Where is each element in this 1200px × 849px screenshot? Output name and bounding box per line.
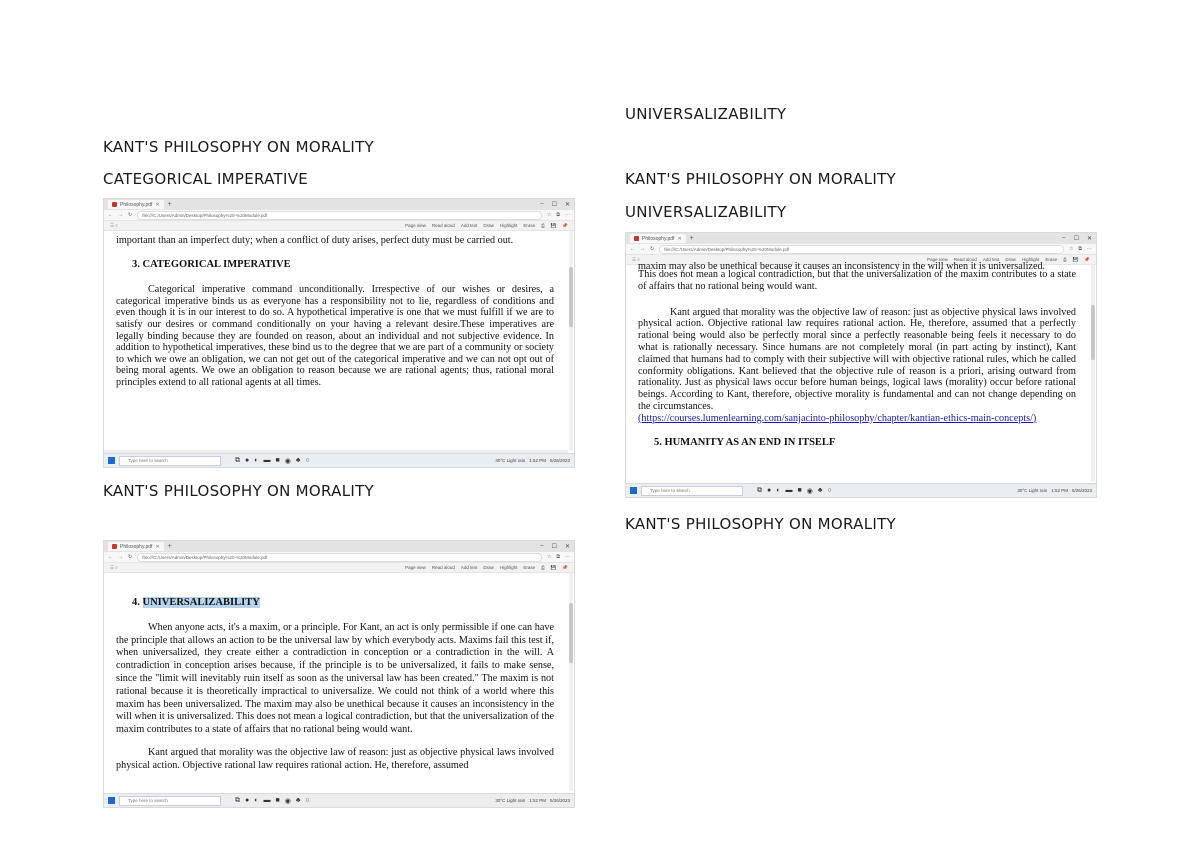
windows-start-icon[interactable] — [108, 457, 115, 464]
menu-icon[interactable]: ⋯ — [565, 554, 570, 560]
close-window-icon[interactable]: ✕ — [564, 202, 570, 208]
opera-icon[interactable]: ○ — [305, 796, 310, 804]
clock-time: 1:52 PM — [529, 458, 546, 463]
prev-text-line: important than an imperfect duty; when a conflict of duty arises, perfect duty must be carried out. — [116, 235, 514, 246]
app-icon[interactable]: ♣ — [295, 796, 301, 804]
vertical-scrollbar[interactable] — [1091, 265, 1095, 481]
heading-kant-4: KANT'S PHILOSOPHY ON MORALITY — [625, 515, 897, 533]
windows-start-icon[interactable] — [108, 797, 115, 804]
section-body-2: Kant argued that morality was the objective law of reason: just as objective physical laws involved physical action. Objective rational law requires rational action. He, therefore, assumed — [116, 746, 554, 771]
taskbar-search[interactable]: Type here to search — [119, 456, 221, 466]
pin-icon[interactable]: 📌 — [1084, 256, 1090, 262]
app-icon[interactable]: ♣ — [817, 486, 823, 494]
close-window-icon[interactable]: ✕ — [1086, 236, 1092, 242]
browser-icon[interactable]: ◉ — [806, 487, 813, 495]
pin-icon[interactable]: 📌 — [562, 564, 568, 570]
tab-title: Philosophy.pdf — [120, 201, 153, 208]
vertical-scrollbar[interactable] — [569, 573, 573, 791]
browser-tab-bar — [626, 233, 1096, 244]
continued-text: This does not mean a logical contradiction, but that the universalization of the maxim contributes to a state of affairs that no rational being would want. — [638, 269, 1076, 292]
taskbar — [626, 483, 1096, 497]
tab-title: Philosophy.pdf — [642, 235, 675, 242]
save-icon[interactable]: 💾 — [550, 564, 557, 570]
windows-start-icon[interactable] — [630, 487, 637, 494]
tool-add-text[interactable]: Add text — [982, 257, 1000, 262]
cut-off-line: maxim may also be unethical because it causes an inconsistency in the will when it is universalized. — [638, 261, 1046, 272]
minimize-icon[interactable]: – — [540, 201, 544, 207]
back-icon[interactable]: ← — [630, 246, 635, 252]
window-controls — [1062, 235, 1092, 242]
tool-highlight[interactable]: Highlight — [499, 565, 518, 570]
store-icon[interactable]: ■ — [275, 456, 280, 464]
forward-icon[interactable]: → — [640, 246, 645, 252]
window-controls — [540, 543, 570, 550]
folder-icon[interactable]: ▬ — [785, 486, 793, 494]
forward-icon[interactable]: → — [118, 212, 123, 218]
clock-date: 5/26/2023 — [549, 458, 570, 463]
taskbar-apps — [757, 487, 832, 495]
pdf-icon — [112, 202, 117, 207]
clock-date: 5/26/2023 — [1071, 488, 1092, 493]
system-tray — [495, 458, 570, 463]
close-window-icon[interactable]: ✕ — [564, 544, 570, 550]
clock-time: 1:52 PM — [1051, 488, 1068, 493]
print-icon[interactable]: ⎙ — [541, 223, 545, 228]
heading-kant-1: KANT'S PHILOSOPHY ON MORALITY — [103, 138, 375, 156]
app-icon[interactable]: ♣ — [295, 456, 301, 464]
address-bar — [104, 552, 574, 563]
reference-line — [638, 413, 1076, 425]
browser-icon[interactable]: ◉ — [284, 457, 291, 465]
system-tray — [1017, 488, 1092, 493]
tool-highlight[interactable]: Highlight — [1021, 257, 1040, 262]
scroll-thumb[interactable] — [1091, 305, 1095, 360]
extensions-icon[interactable]: ⧉ — [1078, 246, 1082, 252]
new-tab-icon[interactable]: + — [167, 543, 172, 550]
close-icon[interactable]: ✕ — [677, 235, 682, 242]
refresh-icon[interactable]: ↻ — [128, 554, 133, 560]
refresh-icon[interactable]: ↻ — [650, 246, 655, 252]
browser-tab[interactable] — [108, 542, 164, 551]
star-icon[interactable]: ☆ — [546, 554, 552, 560]
minimize-icon[interactable]: – — [540, 543, 544, 549]
edge-icon[interactable]: ◐ — [254, 456, 259, 464]
taskview-icon[interactable]: ⧉ — [757, 486, 762, 494]
browser-tab-bar — [104, 199, 574, 210]
weather-text: 30°C Light rain — [1017, 488, 1048, 493]
page-nav[interactable]: ☰ ⌕ — [110, 564, 118, 570]
star-icon[interactable]: ☆ — [1068, 246, 1074, 252]
extensions-icon[interactable]: ⧉ — [556, 212, 560, 218]
new-tab-icon[interactable]: + — [167, 201, 172, 208]
vertical-scrollbar[interactable] — [569, 231, 573, 451]
url-field[interactable]: file:///C:/Users/Admin/Desktop/Philosophy%20-%20Module.pdf — [137, 211, 542, 220]
tool-page-view[interactable]: Page view — [405, 565, 426, 570]
address-bar — [104, 210, 574, 221]
url-field[interactable]: file:///C:/Users/Admin/Desktop/Philosophy%20-%20Module.pdf — [137, 553, 542, 562]
section-body: When anyone acts, it's a maxim, or a principle. For Kant, an act is only permissible if one can have the principle that allows an action to be the universal law by which everybody acts. Maxims fail this test if, when universalized, they create either a contradiction in conception or a contradiction in the will. A contradiction in conception arises because, if the principle is to be universalized, it fails to make sense, since the "limit will inevitably ruin itself as soon as the universal law has been created." The maxim is not rational because it is theoretically impractical to universalize. We could not think of a world where this maxim has been universalized. The maxim may also be unethical because it causes an inconsistency in the will when it is universalized. This does not mean a logical contradiction, but that the universalization of the maxim contributes to a state of affairs that no rational being would want. — [116, 621, 554, 736]
taskview-icon[interactable]: ⧉ — [235, 796, 240, 804]
opera-icon[interactable]: ○ — [827, 486, 832, 494]
screenshot-categorical-imperative — [103, 198, 575, 468]
section-heading: 3. CATEGORICAL IMPERATIVE — [132, 258, 291, 270]
taskbar-search[interactable]: Type here to search — [119, 796, 221, 806]
section-body: Kant argued that morality was the objective law of reason: just as objective physical laws involved physical action. Objective rational law requires rational action. He, therefore, assumed that a perfectly rational being would also be perfectly moral since a perfectly reasonable being feels it necessary to do what is rationally necessary. Since humans are not completely moral (in part acting by instinct), Kant claimed that humans had to comply with their subjective will with objective rational rules, which he called conformity obligations. Kant believed that the objective rule of reason is a priori, arising outward from rationality. Just as physical laws occur before human beings, logical laws (morality) occur before rational beings. According to Kant, therefore, objective morality is fundamental and can not change depending on the circumstances. — [638, 306, 1076, 412]
browser-tab[interactable] — [630, 234, 686, 243]
pin-icon[interactable]: 📌 — [562, 222, 568, 228]
heading-kant-3: KANT'S PHILOSOPHY ON MORALITY — [625, 170, 897, 188]
extensions-icon[interactable]: ⧉ — [556, 554, 560, 560]
pdf-icon — [112, 544, 117, 549]
browser-tab[interactable] — [108, 200, 164, 209]
opera-icon[interactable]: ○ — [305, 456, 310, 464]
section-number: 4. — [132, 597, 140, 608]
folder-icon[interactable]: ▬ — [263, 796, 271, 804]
page-nav[interactable]: ☰ ⌕ — [110, 222, 118, 228]
tool-add-text[interactable]: Add text — [460, 223, 478, 228]
scroll-thumb[interactable] — [569, 603, 573, 663]
section-body: Categorical imperative command unconditionally. Irrespective of our wishes or desires, a categorical imperative binds us as everyone has a responsibility not to lie, regardless of conditions and even though it is in our interest to do so. A hypothetical imperative is one that we must fulfill if we are to satisfy our desires or command conditionally on your having a relevant desire.These imperatives are legally binding because they are founded on reason, about an individual and not subjective evidence. In addition to hypothetical imperatives, these bind us to the degree that we are part of a community or society to which we owe an obligation, we can not get out of the categorical imperative and we can not opt out of being moral agents. We owe an obligation to reason because we are rational agents; thus, rational moral principles extend to all rational agents at all times. — [116, 284, 554, 388]
tool-read-aloud[interactable]: Read aloud — [431, 223, 455, 228]
section-heading: 5. HUMANITY AS AN END IN ITSELF — [654, 436, 836, 448]
menu-icon[interactable]: ⋯ — [565, 212, 570, 218]
heading-categorical-imperative: CATEGORICAL IMPERATIVE — [103, 170, 309, 188]
store-icon[interactable]: ■ — [275, 796, 280, 804]
back-icon[interactable]: ← — [108, 212, 113, 218]
maximize-icon[interactable]: ☐ — [551, 544, 557, 550]
edge-icon[interactable]: ◐ — [776, 486, 781, 494]
maximize-icon[interactable]: ☐ — [551, 202, 557, 208]
heading-universalizability-top: UNIVERSALIZABILITY — [625, 105, 787, 123]
print-icon[interactable]: ⎙ — [541, 565, 545, 570]
taskbar-search[interactable]: Type here to search — [641, 486, 743, 496]
weather-text: 30°C Light rain — [495, 458, 526, 463]
browser-tab-bar — [104, 541, 574, 552]
weather-text: 30°C Light rain — [495, 798, 526, 803]
tool-highlight[interactable]: Highlight — [499, 223, 518, 228]
screenshot-universalizability — [103, 540, 575, 808]
pdf-toolbar — [104, 563, 574, 573]
taskbar — [104, 453, 574, 467]
tool-erase[interactable]: Erase — [523, 565, 536, 570]
tool-page-view[interactable]: Page view — [927, 257, 948, 262]
minimize-icon[interactable]: – — [1062, 235, 1066, 241]
screenshot-objective-morality — [625, 232, 1097, 498]
close-icon[interactable]: ✕ — [155, 201, 160, 208]
url-field[interactable]: file:///C:/Users/Admin/Desktop/Philosophy%20-%20Module.pdf — [659, 245, 1064, 254]
address-bar — [626, 244, 1096, 255]
pdf-page-content — [104, 573, 574, 787]
tab-title: Philosophy.pdf — [120, 543, 153, 550]
chrome-icon[interactable]: ● — [245, 796, 250, 804]
tool-erase[interactable]: Erase — [523, 223, 536, 228]
print-icon[interactable]: ⎙ — [1063, 257, 1067, 262]
section-heading — [132, 597, 554, 610]
heading-kant-2: KANT'S PHILOSOPHY ON MORALITY — [103, 482, 375, 500]
refresh-icon[interactable]: ↻ — [128, 212, 133, 218]
tool-draw[interactable]: Draw — [483, 565, 494, 570]
chrome-icon[interactable]: ● — [767, 486, 772, 494]
tool-read-aloud[interactable]: Read aloud — [953, 257, 977, 262]
forward-icon[interactable]: → — [118, 554, 123, 560]
reference-link[interactable]: (https://courses.lumenlearning.com/sanjacinto-philosophy/chapter/kantian-ethics-main-concepts/) — [638, 412, 1037, 424]
folder-icon[interactable]: ▬ — [263, 456, 271, 464]
clock-date: 5/26/2023 — [549, 798, 570, 803]
pdf-page-content — [104, 231, 574, 447]
save-icon[interactable]: 💾 — [1072, 256, 1079, 262]
maximize-icon[interactable]: ☐ — [1073, 236, 1079, 242]
star-icon[interactable]: ☆ — [546, 212, 552, 218]
pdf-page-content — [626, 261, 1096, 477]
close-icon[interactable]: ✕ — [155, 543, 160, 550]
taskview-icon[interactable]: ⧉ — [235, 456, 240, 464]
save-icon[interactable]: 💾 — [550, 222, 557, 228]
tool-draw[interactable]: Draw — [1005, 257, 1016, 262]
edge-icon[interactable]: ◐ — [254, 796, 259, 804]
pdf-icon — [634, 236, 639, 241]
store-icon[interactable]: ■ — [797, 486, 802, 494]
taskbar-apps — [235, 797, 310, 805]
new-tab-icon[interactable]: + — [689, 235, 694, 242]
system-tray — [495, 798, 570, 803]
tool-read-aloud[interactable]: Read aloud — [431, 565, 455, 570]
menu-icon[interactable]: ⋯ — [1087, 246, 1092, 252]
section-title-highlighted: UNIVERSALIZABILITY — [142, 597, 260, 608]
pdf-toolbar — [104, 221, 574, 231]
clock-time: 1:52 PM — [529, 798, 546, 803]
browser-icon[interactable]: ◉ — [284, 797, 291, 805]
heading-universalizability-2: UNIVERSALIZABILITY — [625, 203, 787, 221]
tool-page-view[interactable]: Page view — [405, 223, 426, 228]
back-icon[interactable]: ← — [108, 554, 113, 560]
scroll-thumb[interactable] — [569, 267, 573, 327]
taskbar-apps — [235, 457, 310, 465]
tool-erase[interactable]: Erase — [1045, 257, 1058, 262]
window-controls — [540, 201, 570, 208]
tool-add-text[interactable]: Add text — [460, 565, 478, 570]
tool-draw[interactable]: Draw — [483, 223, 494, 228]
taskbar — [104, 793, 574, 807]
page-nav[interactable]: ☰ ⌕ — [632, 256, 640, 262]
chrome-icon[interactable]: ● — [245, 456, 250, 464]
